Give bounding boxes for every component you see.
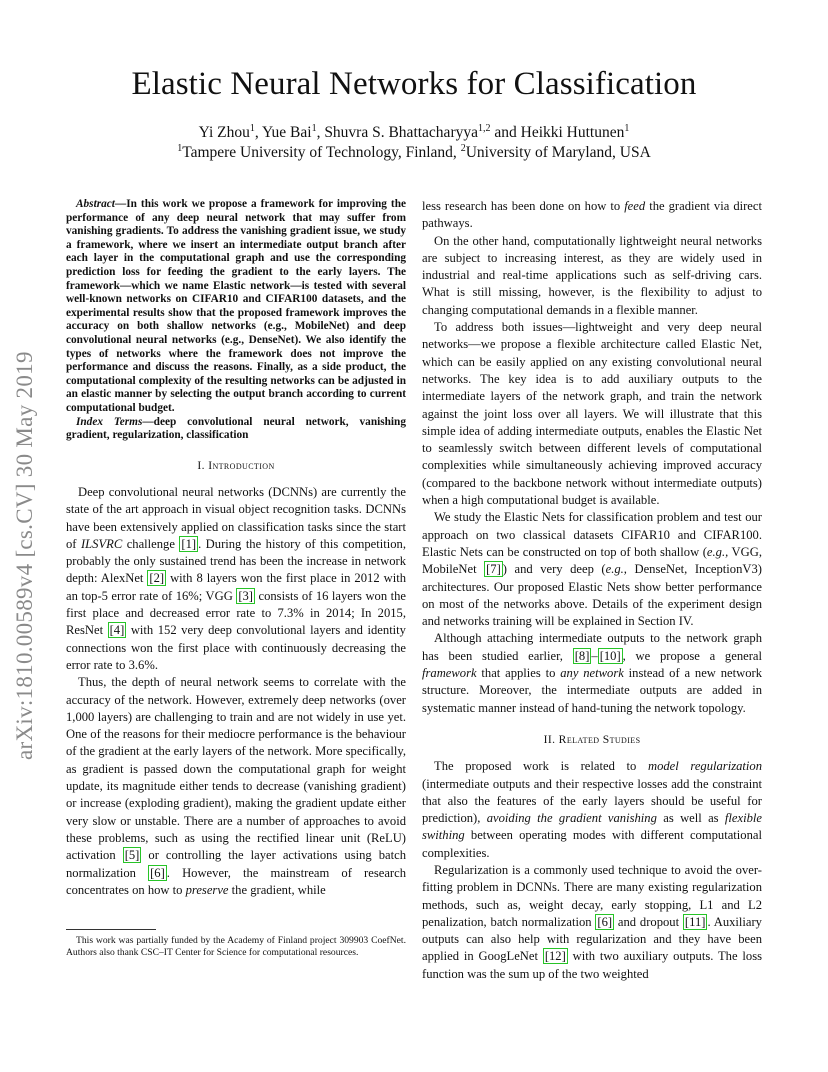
citation-label: [3] xyxy=(238,588,253,603)
text-run: the gradient via direct pathways. xyxy=(422,199,762,231)
text-run: Thus, the depth of neural network seems to correlate with the accuracy of the network. However, extremely deep networks (over 1,000 layers) are challenging to train and are not widely in use yet. One of the reasons for their mediocre performance is the behaviour of the gradient at the early layers of the network. More specifically, as gradient is passed down the computational graph for weight update, its magnitude either tends to decrease (vanishing gradient) or increase (exploding gradient), making the gradient update either very slow or unstable. There are a number of approaches to avoid these problems, such as using the rectified linear unit (ReLU) activation xyxy=(66,675,406,863)
right-column xyxy=(422,198,762,983)
emphasis: framework xyxy=(422,666,477,681)
text-run: challenge xyxy=(122,536,180,551)
citation-link[interactable] xyxy=(484,561,503,577)
text-run: VGG, MobileNet xyxy=(422,544,762,577)
paragraph xyxy=(422,758,762,862)
emphasis: e.g., xyxy=(605,562,627,577)
text-run: the gradient, while xyxy=(228,882,326,897)
paragraph xyxy=(66,484,406,674)
author-name: Yi Zhou xyxy=(198,124,250,141)
paragraph xyxy=(422,862,762,983)
abstract xyxy=(66,198,406,416)
emphasis: ILSVRC xyxy=(80,536,123,551)
emphasis: flexible swithing xyxy=(422,811,762,843)
author-block xyxy=(0,123,828,163)
text-run: Deep convolutional neural networks (DCNNs) are currently the state of the art approach in visual object recognition tasks. DCNNs have been extensively applied on classification tasks since the start of xyxy=(66,484,406,551)
citation-link[interactable] xyxy=(236,588,255,604)
emphasis: avoiding the gradient vanishing xyxy=(486,811,657,826)
affiliation-2: University of Maryland, USA xyxy=(465,144,651,161)
paragraph: On the other hand, computationally lightweight neural networks are subject to increasing interest, as they are widely used in industrial and real-time applications such as self-driving cars. What is still missing, however, is the flexibility to adjust to changing computational demands in a flexible manner. xyxy=(422,233,762,317)
citation-link[interactable] xyxy=(147,570,166,586)
author-affiliation-mark: 1,2 xyxy=(477,122,491,134)
footnote-rule xyxy=(66,929,156,930)
text-run: as well as xyxy=(656,811,725,826)
text-run: (intermediate outputs and their respective losses add the constraint that also the features of the early layers should be useful for prediction), xyxy=(422,776,762,826)
citation-label: [6] xyxy=(150,865,165,880)
text-run: consists of 16 layers won the first place and decreased error rate to 7.3% in 2014; In 2015, ResNet xyxy=(66,588,406,638)
text-run: ) and very deep ( xyxy=(502,562,606,577)
citation-link[interactable] xyxy=(123,847,142,863)
left-column xyxy=(66,198,406,899)
text-run: or controlling the layer activations using batch normalization xyxy=(66,848,406,880)
citation-link[interactable] xyxy=(108,622,127,638)
footnote: This work was partially funded by the Academy of Finland project 309903 CoefNet. Authors also thank CSC–IT Center for Science for computational resources. xyxy=(66,935,406,958)
text-run: with 8 layers won the first place in 2012 with an top-5 error rate of 16%; VGG xyxy=(66,571,406,603)
citation-label: [2] xyxy=(149,571,165,586)
index-terms-text: —deep convolutional neural network, vanishing gradient, regularization, classification xyxy=(66,415,406,442)
paragraph: To address both issues—lightweight and very deep neural networks—we propose a flexible architecture called Elastic Net, which can be easily applied on any existing convolutional neural networks. The key idea is to add auxiliary outputs to the intermediate layers of the network graph, and train the network against the joint loss over all layers. We will illustrate that this simple idea of adding intermediate outputs, enables the Elastic Net to seamlessly switch between different levels of computational complexities while simultaneously achieving improved accuracy (compared to the backbone network without intermediate outputs) when a high computational budget is available. xyxy=(422,320,762,508)
emphasis: preserve xyxy=(185,882,229,897)
citation-label: [7] xyxy=(486,562,501,577)
citation-label: [12] xyxy=(544,949,566,964)
text-run: that applies to xyxy=(476,666,561,681)
citation-label: [10] xyxy=(599,648,621,663)
text-run: instead of a new network structure. Moreover, the intermediate outputs are added in systematic manner instead of hand-tuning the network topology. xyxy=(422,666,762,715)
paragraph xyxy=(422,198,762,233)
arxiv-identifier: arXiv:1810.00589v4 [cs.CV] 30 May 2019 xyxy=(12,351,37,760)
affiliation-mark: 1 xyxy=(177,142,183,154)
author-name: Shuvra S. Bhattacharyya xyxy=(324,124,478,141)
affiliation-mark: 2 xyxy=(460,142,466,154)
author-name: Heikki Huttunen xyxy=(520,124,625,141)
text-run: and dropout xyxy=(614,914,683,929)
paper-title: Elastic Neural Networks for Classification xyxy=(131,66,697,102)
section-heading-related-studies: II. Related Studies xyxy=(543,732,641,746)
citation-label: [11] xyxy=(684,914,706,929)
text-run: . However, the mainstream of research concentrates on how to xyxy=(66,865,407,897)
section-heading-introduction: I. Introduction xyxy=(197,458,275,472)
paragraph xyxy=(422,509,762,630)
index-terms xyxy=(66,416,406,443)
citation-link[interactable] xyxy=(683,914,708,930)
author-name: Yue Bai xyxy=(262,124,312,141)
emphasis: e.g., xyxy=(706,544,729,559)
text-run: – xyxy=(591,648,598,663)
citation-label: [4] xyxy=(109,623,125,638)
text-run: DenseNet, InceptionV3) architectures. Our proposed Elastic Nets show better performance on most of the networks above. Details of the experiment design and networks training will be explained in Section IV. xyxy=(422,562,762,629)
abstract-text: —In this work we propose a framework for improving the performance of any deep neural network that may suffer from vanishing gradients. To address the vanishing gradient issue, we study a framework, where we insert an intermediate output branch after each layer in the computational graph and use the corresponding prediction loss for feeding the gradient to the early layers. The framework—which we name Elastic network—is tested with several well-known networks on CIFAR10 and CIFAR100 datasets, and the experimental results show that the proposed framework improves the accuracy on both shallow networks (e.g., MobileNet) and deep convolutional neural networks (e.g., DenseNet). We also identify the types of networks where the framework does not improve the performance and discuss the reasons. Finally, as a side product, the computational complexity of the resulting networks can be adjusted in an elastic manner by selecting the output branch according to current computational budget. xyxy=(66,198,406,414)
author-affiliation-mark: 1 xyxy=(249,122,255,134)
text-run: with two auxiliary outputs. The loss function was the sum up of the two weighted xyxy=(422,949,762,981)
paragraph xyxy=(66,674,406,899)
citation-link[interactable] xyxy=(573,648,592,664)
emphasis: any network xyxy=(560,666,624,681)
text-run: Although attaching intermediate outputs to the network graph has been studied earlier, xyxy=(422,631,762,663)
citation-link[interactable] xyxy=(148,865,167,881)
paragraph xyxy=(422,630,762,716)
text-run: Regularization is a commonly used technique to avoid the over-fitting problem in DCNNs. There are many existing regularization methods, such as, weight decay, early stopping, L1 and L2 penalization, batch normalization xyxy=(422,862,762,929)
text-run: The proposed work is related to xyxy=(434,759,648,774)
author-affiliation-mark: 1 xyxy=(311,122,317,134)
text-run: between operating modes with different computational complexities. xyxy=(422,828,762,860)
citation-label: [8] xyxy=(574,648,590,663)
citation-label: [5] xyxy=(124,848,140,863)
citation-link[interactable] xyxy=(595,914,614,930)
text-run: less research has been done on how to xyxy=(422,199,625,213)
text-run: . During the history of this competition, probably the only sustained trend has been the increase in network depth: AlexNet xyxy=(66,536,406,586)
index-terms-lead: Index Terms xyxy=(76,415,143,428)
citation-link[interactable] xyxy=(543,948,568,964)
text-run: . Auxiliary outputs can also help with regularization and they have been applied in GoogLeNet xyxy=(422,914,762,964)
affiliation-1: Tampere University of Technology, Finland, xyxy=(182,144,461,161)
emphasis: feed xyxy=(624,199,646,213)
citation-link[interactable] xyxy=(598,648,623,664)
abstract-lead: Abstract xyxy=(76,198,115,210)
citation-label: [1] xyxy=(181,536,197,551)
affiliation-line xyxy=(0,143,828,163)
citation-link[interactable] xyxy=(179,536,198,552)
text-run: , we propose a general xyxy=(622,648,762,663)
text-run: with 152 very deep convolutional layers and identity connections won the first place with continuously decreasing the error rate to 3.6%. xyxy=(66,623,406,672)
citation-label: [6] xyxy=(597,914,613,929)
emphasis: model regularization xyxy=(647,759,762,774)
author-list: Yi Zhou$^1$, Yue Bai$^1$, Shuvra S. Bhattacharyya$^{1,2}$ and Heikki Huttunen$^1$ xyxy=(198,122,630,141)
text-run: We study the Elastic Nets for classification problem and test our approach on two classical datasets CIFAR10 and CIFAR100. Elastic Nets can be constructed on top of both shallow ( xyxy=(422,510,762,559)
author-affiliation-mark: 1 xyxy=(624,122,630,134)
